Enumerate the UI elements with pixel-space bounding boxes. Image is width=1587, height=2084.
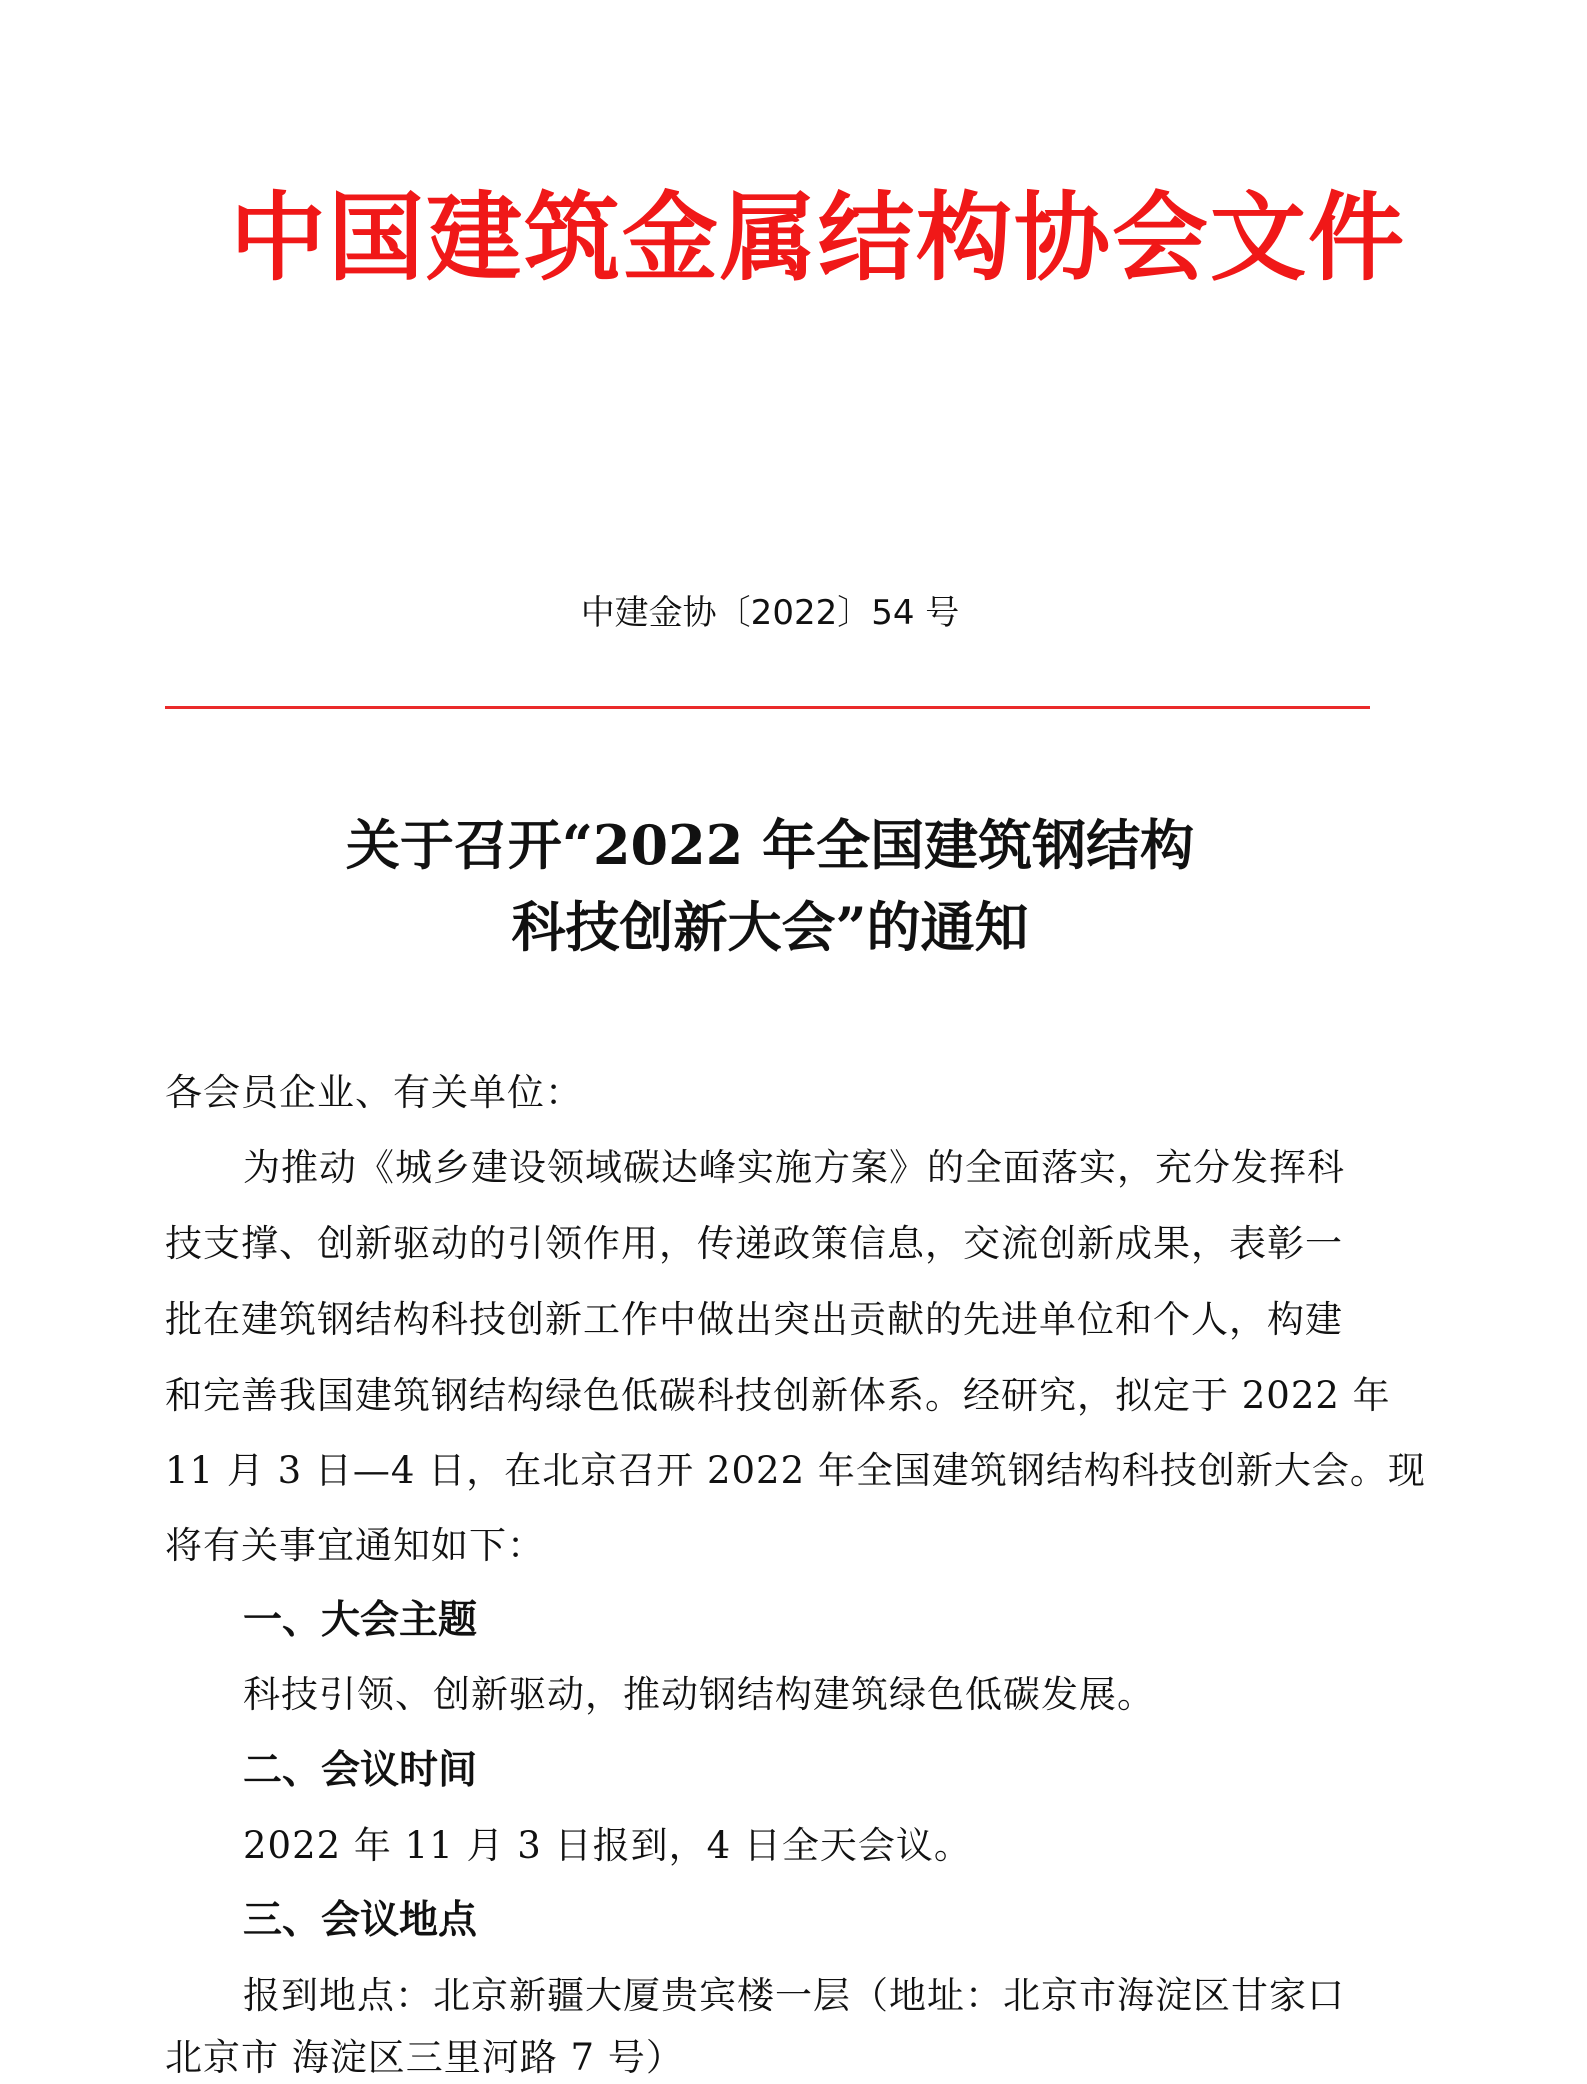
intro-line: 技支撑、创新驱动的引领作用，传递政策信息，交流创新成果，表彰一 xyxy=(165,1222,1343,1265)
intro-line: 为推动《城乡建设领域碳达峰实施方案》的全面落实，充分发挥科 xyxy=(243,1146,1345,1189)
intro-line: 11 月 3 日—4 日，在北京召开 2022 年全国建筑钢结构科技创新大会。现 xyxy=(165,1449,1426,1492)
document-number: 中建金协〔2022〕54 号 xyxy=(580,593,960,633)
red-divider xyxy=(165,706,1370,709)
section-heading: 三、会议地点 xyxy=(243,1898,478,1943)
intro-line: 和完善我国建筑钢结构绿色低碳科技创新体系。经研究，拟定于 2022 年 xyxy=(165,1374,1391,1417)
section-text: 报到地点：北京新疆大厦贵宾楼一层（地址：北京市海淀区甘家口 xyxy=(243,1974,1345,2017)
notice-title-line-1: 关于召开“2022 年全国建筑钢结构 xyxy=(345,813,1195,877)
notice-title-line-2: 科技创新大会”的通知 xyxy=(511,895,1029,959)
letterhead-title: 中国建筑金属结构协会文件 xyxy=(230,182,1406,294)
section-heading: 二、会议时间 xyxy=(243,1748,478,1793)
intro-line: 将有关事宜通知如下： xyxy=(165,1524,545,1567)
salutation: 各会员企业、有关单位： xyxy=(165,1071,583,1114)
intro-line: 批在建筑钢结构科技创新工作中做出突出贡献的先进单位和个人，构建 xyxy=(165,1298,1343,1341)
section-text: 2022 年 11 月 3 日报到，4 日全天会议。 xyxy=(243,1824,972,1867)
section-text: 科技引领、创新驱动，推动钢结构建筑绿色低碳发展。 xyxy=(243,1673,1155,1716)
section-heading: 一、大会主题 xyxy=(243,1598,478,1643)
section-text: 北京市 海淀区三里河路 7 号） xyxy=(165,2036,684,2079)
